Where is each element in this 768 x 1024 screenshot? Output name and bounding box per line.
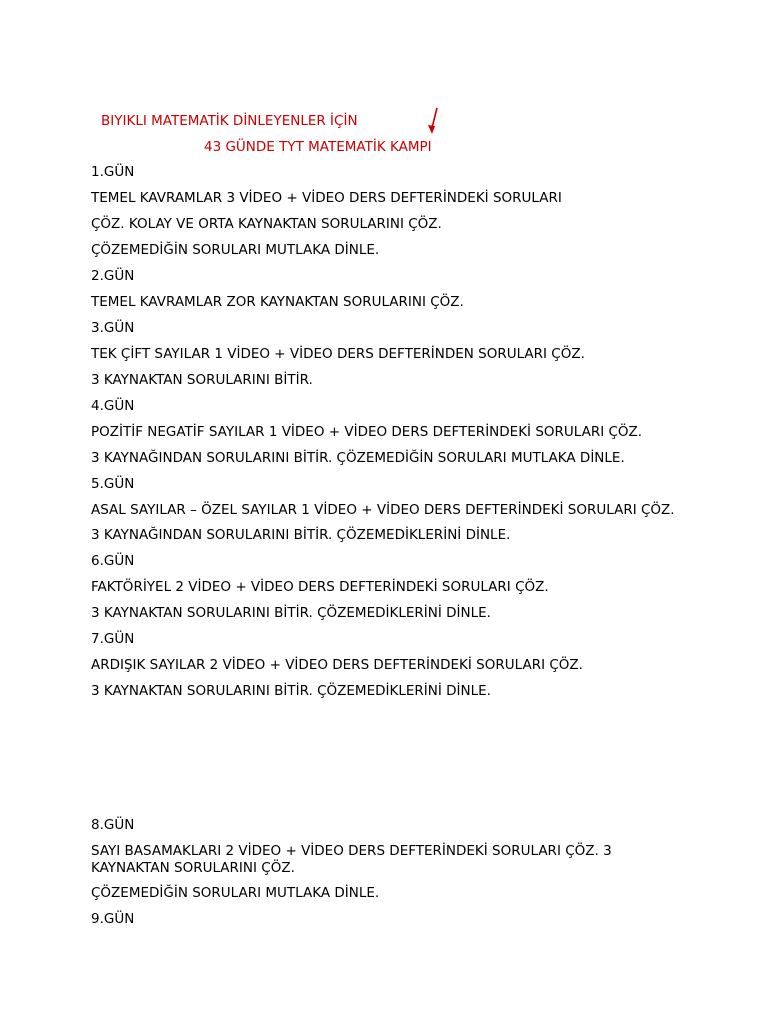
plan-block-days-8-9 [91, 817, 691, 937]
document-title: BIYIKLI MATEMATİK DİNLEYENLER İÇİN [101, 113, 358, 129]
day-heading: 3.GÜN [91, 320, 135, 336]
plan-line: ASAL SAYILAR – ÖZEL SAYILAR 1 VİDEO + VİDEO DERS DEFTERİNDEKİ SORULARI ÇÖZ. [91, 502, 675, 518]
plan-line: SAYI BASAMAKLARI 2 VİDEO + VİDEO DERS DEFTERİNDEKİ SORULARI ÇÖZ. 3 KAYNAKTAN SORULARINI ÇÖZ. [91, 843, 612, 876]
day-heading: 7.GÜN [91, 631, 135, 647]
red-arrow-down-icon [424, 106, 444, 136]
plan-line: 3 KAYNAKTAN SORULARINI BİTİR. ÇÖZEMEDİKLERİNİ DİNLE. [91, 605, 491, 621]
day-heading: 6.GÜN [91, 553, 135, 569]
plan-line: TEMEL KAVRAMLAR 3 VİDEO + VİDEO DERS DEFTERİNDEKİ SORULARI [91, 190, 562, 206]
plan-line: POZİTİF NEGATİF SAYILAR 1 VİDEO + VİDEO DERS DEFTERİNDEKİ SORULARI ÇÖZ. [91, 424, 643, 440]
day-heading: 2.GÜN [91, 268, 135, 284]
day-heading: 1.GÜN [91, 164, 135, 180]
day-heading: 5.GÜN [91, 476, 135, 492]
plan-line: FAKTÖRİYEL 2 VİDEO + VİDEO DERS DEFTERİNDEKİ SORULARI ÇÖZ. [91, 579, 549, 595]
plan-line: ÇÖZEMEDİĞİN SORULARI MUTLAKA DİNLE. [91, 242, 380, 258]
day-heading: 9.GÜN [91, 910, 135, 927]
plan-line: 3 KAYNAĞINDAN SORULARINI BİTİR. ÇÖZEMEDİKLERİNİ DİNLE. [91, 527, 511, 543]
plan-block-days-1-7 [91, 164, 691, 709]
plan-line: ARDIŞIK SAYILAR 2 VİDEO + VİDEO DERS DEFTERİNDEKİ SORULARI ÇÖZ. [91, 657, 583, 673]
plan-line: 3 KAYNAKTAN SORULARINI BİTİR. [91, 372, 313, 388]
plan-line: TEK ÇİFT SAYILAR 1 VİDEO + VİDEO DERS DEFTERİNDEN SORULARI ÇÖZ. [91, 346, 585, 362]
plan-line: TEMEL KAVRAMLAR ZOR KAYNAKTAN SORULARINI ÇÖZ. [91, 294, 464, 310]
plan-line: ÇÖZEMEDİĞİN SORULARI MUTLAKA DİNLE. [91, 884, 380, 901]
day-heading: 4.GÜN [91, 398, 135, 414]
document-subtitle: 43 GÜNDE TYT MATEMATİK KAMPI [204, 139, 432, 155]
plan-line: 3 KAYNAĞINDAN SORULARINI BİTİR. ÇÖZEMEDİĞİN SORULARI MUTLAKA DİNLE. [91, 450, 625, 466]
plan-line: ÇÖZ. KOLAY VE ORTA KAYNAKTAN SORULARINI ÇÖZ. [91, 216, 442, 232]
plan-line: 3 KAYNAKTAN SORULARINI BİTİR. ÇÖZEMEDİKLERİNİ DİNLE. [91, 683, 491, 699]
day-heading: 8.GÜN [91, 817, 135, 833]
